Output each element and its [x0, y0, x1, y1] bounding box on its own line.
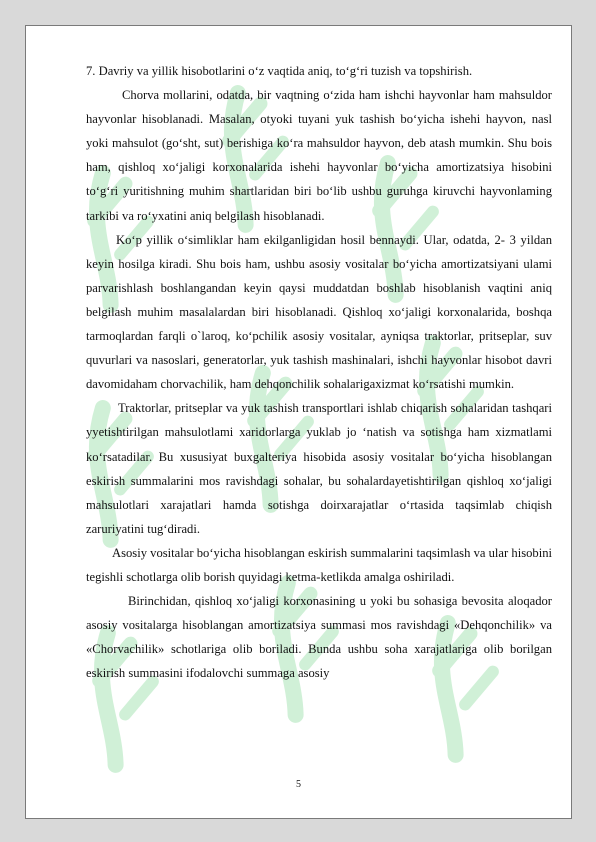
document-body	[86, 59, 552, 685]
paragraph-livestock: Chorva mollarini, odatda, bir vaqtning o‘zida ham ishchi hayvonlar ham mahsuldor hayvonlar hisoblanadi. Masalan, otyoki tuyani yuk tashish bo‘yicha ishehi hayvon, nasl yoki mahsulot (go‘sht, sut) berishiga ko‘ra mahsuldor hayvon, deb atash mumkin. Shu bois ham, qishloq xo‘jaligi korxonalarida ishehi hayvonlar bo‘yicha amortizatsiya hisobini to‘g‘ri yuritishning muhim shartlaridan biri bo‘lib ushbu guruhga kiruvchi hayvonlaming tarkibi va ro‘yxatini aniq belgilash hisoblanadi.	[86, 88, 552, 223]
page-number: 5	[296, 779, 301, 790]
paragraph-depreciation-allocation: Asosiy vositalar bo‘yicha hisoblangan eskirish summalarini taqsimlash va ular hisobini tegishli schotlarga olib borish quyidagi ketma-ketlikda amalga oshiriladi.	[86, 545, 552, 584]
list-item-7: 7. Davriy va yillik hisobotlarini o‘z vaqtida aniq, to‘g‘ri tuzish va topshirish.	[86, 64, 473, 78]
paragraph-tractors: Traktorlar, pritseplar va yuk tashish transportlari ishlab chiqarish sohalaridan tashqari yyetishtirilgan mahsulotlami xaridorlarga yuklab jo ‘natish va sotishga ham xizmatlami ko‘rsatadilar. Bu xususiyat buxgalteriya hisobida asosiy vositalar bo‘yicha hisoblangan eskirish summalarini mos ravishdagi sohalar, bu sohalardayetishtirilgan qishloq xo‘jaligi mahsulotlari xarajatlari hamda sotishga doirxarajatlar o‘rtasida taqsimlab chiqish zaruriyatini tug‘diradi.	[86, 401, 552, 536]
document-page	[25, 25, 572, 819]
paragraph-perennial-plants: Ko‘p yillik o‘simliklar ham ekilganligidan hosil bennaydi. Ular, odatda, 2- 3 yildan keyin hosilga kiradi. Shu bois ham, ushbu asosiy vositalar bo‘yicha amortizatsiyani ulami parvarishlash boshlangandan keyin qaysi muddatdan boshlab hisoblanish vaqtini aniq belgilash muhim masalalardan biri hisoblanadi. Qishloq xo‘jaligi korxonalarida, boshqa tarmoqlardan farqli o`laroq, ko‘pchilik asosiy vositalar, ayniqsa traktorlar, pritseplar, suv quvurlari va nasoslari, generatorlar, yuk tashish mashinalari, ishchi hayvonlar hisobot davri davomidaham chorvachilik, ham dehqonchilik sohalarigaxizmat ko‘rsatishi mumkin.	[86, 232, 552, 392]
paragraph-firstly: Birinchidan, qishloq xo‘jaligi korxonasining u yoki bu sohasiga bevosita aloqador asosiy vositalarga hisoblangan amortizatsiya summasi mos ravishdagi «Dehqonchilik» va «Chorvachilik» schotlariga olib boriladi. Bunda ushbu soha xarajatlariga olib borilgan eskirish summasini ifodalovchi summaga asosiy	[86, 594, 552, 681]
